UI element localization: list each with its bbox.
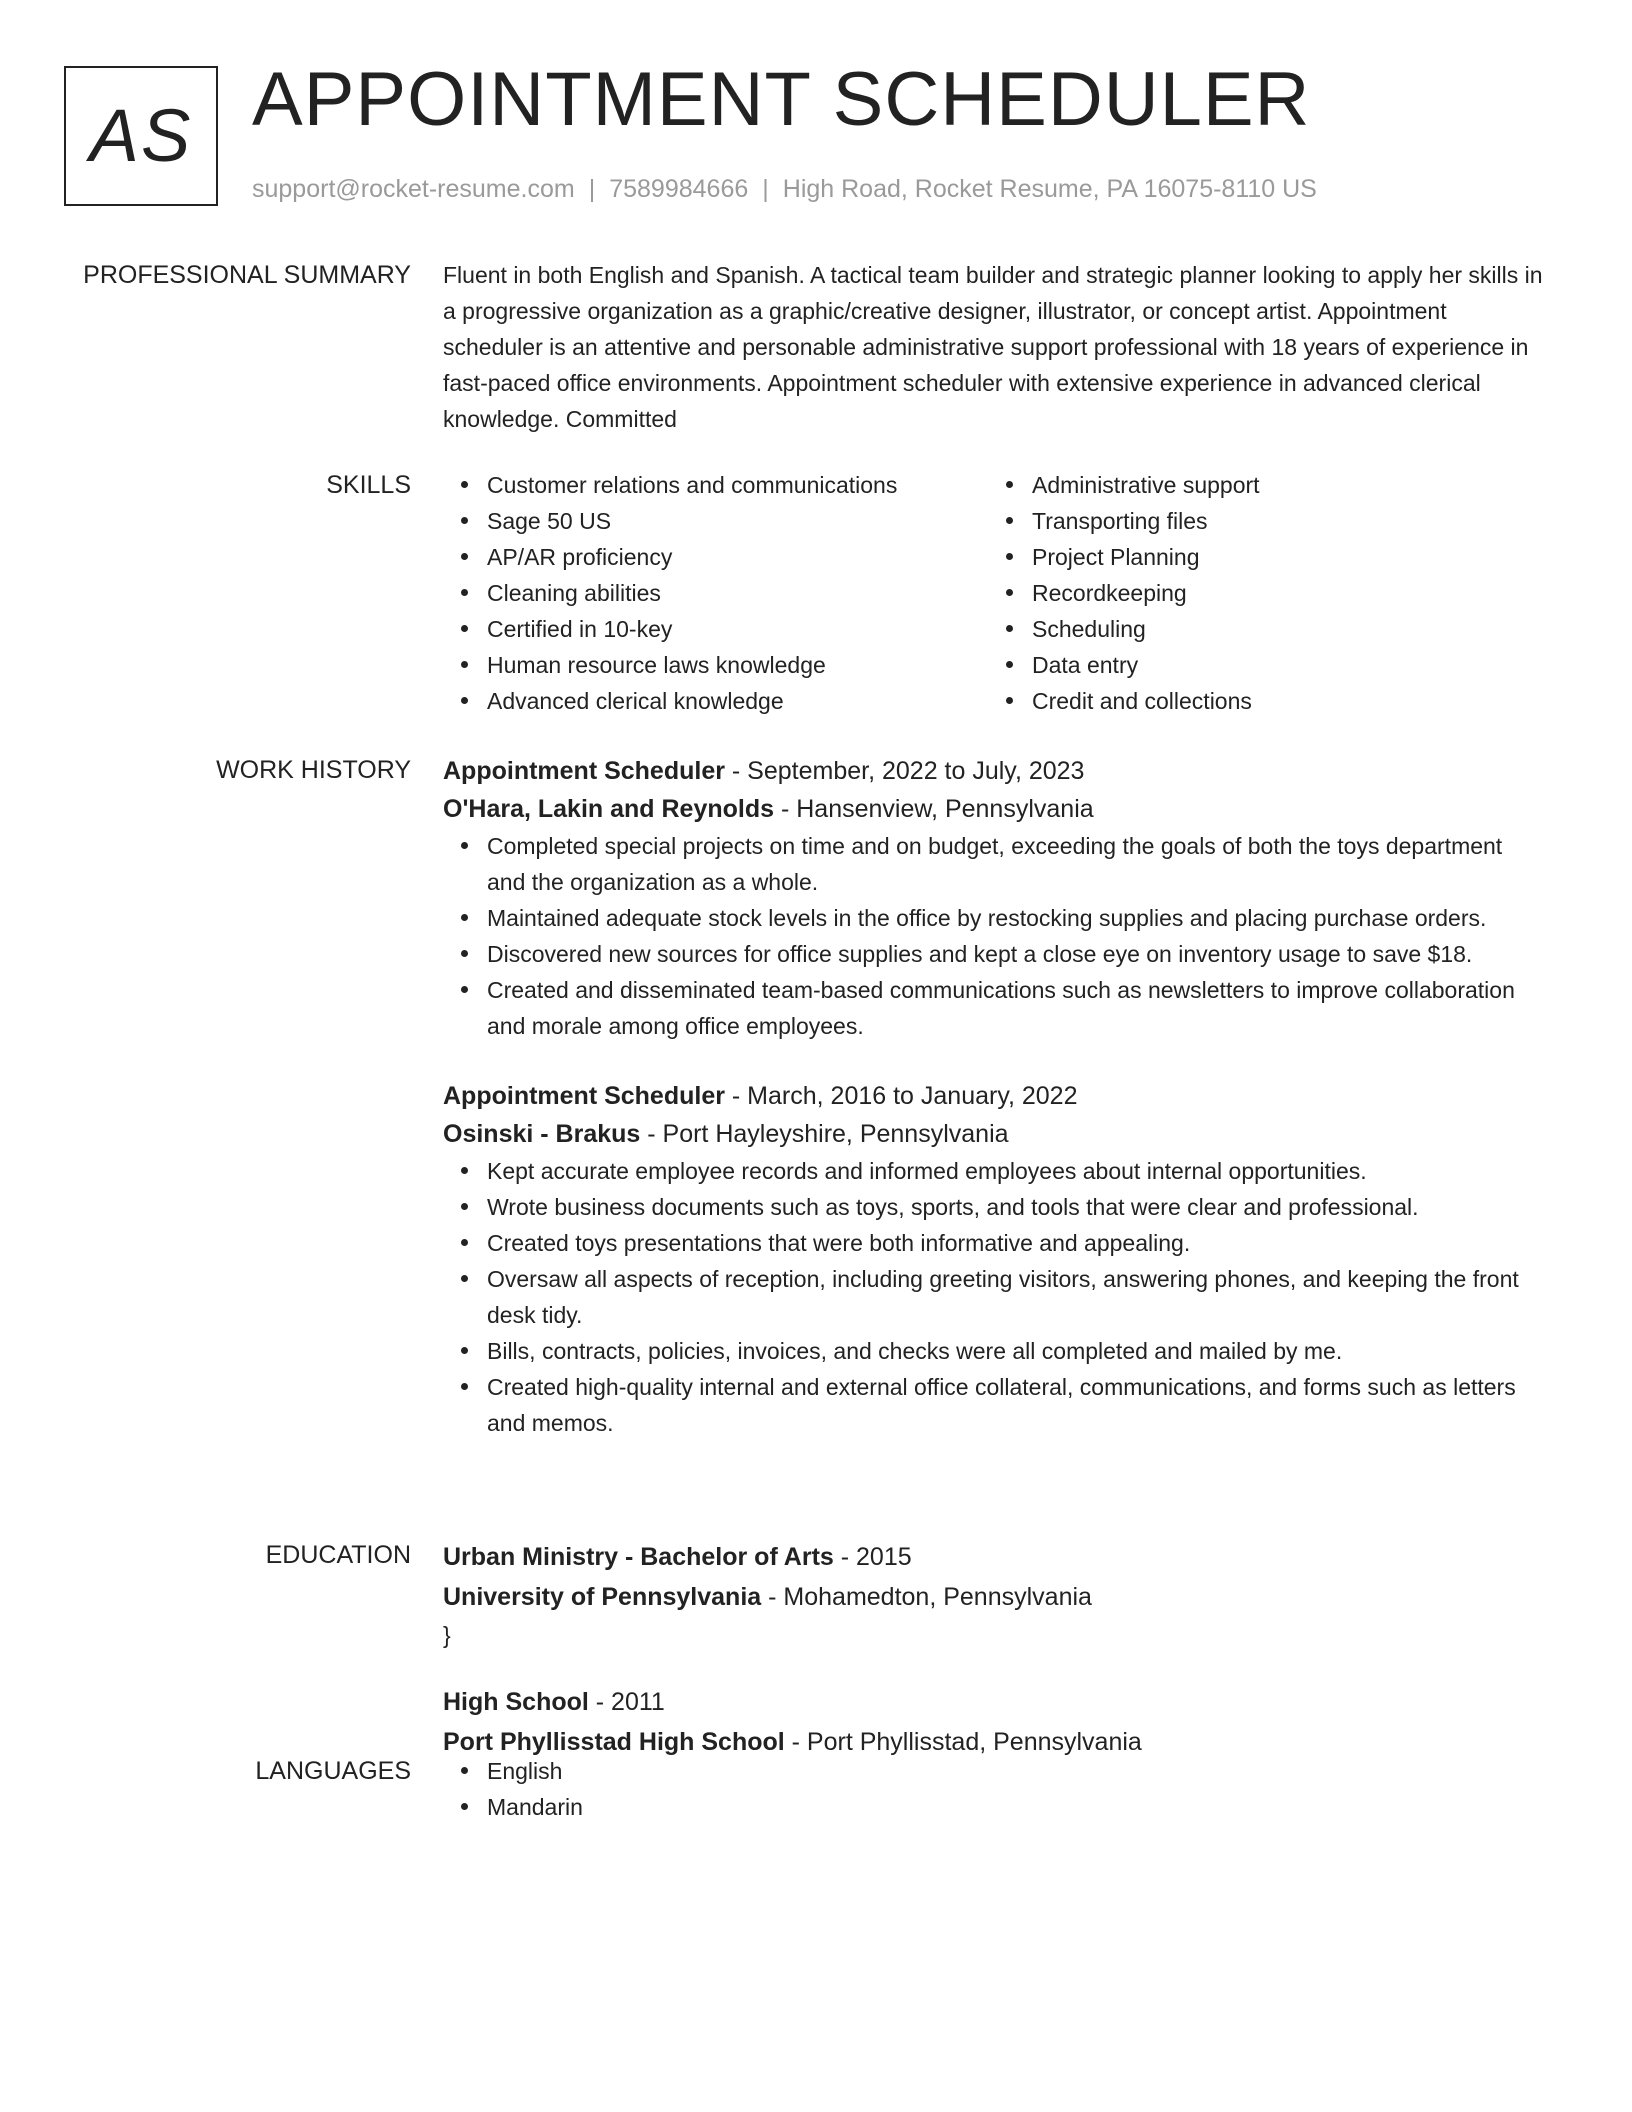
- education-location: - Mohamedton, Pennsylvania: [761, 1583, 1092, 1611]
- job-org-line: [443, 790, 1543, 828]
- list-item: Cleaning abilities: [487, 575, 988, 611]
- monogram-box: [64, 66, 218, 206]
- list-item: Created toys presentations that were both informative and appealing.: [487, 1225, 1543, 1261]
- education-body: [443, 1537, 1543, 1762]
- list-item: Sage 50 US: [487, 503, 988, 539]
- job-entry: [443, 752, 1543, 1044]
- list-item: Advanced clerical knowledge: [487, 683, 988, 719]
- list-item: Scheduling: [1032, 611, 1533, 647]
- summary-text: Fluent in both English and Spanish. A tactical team builder and strategic planner looking to apply her skills in a progressive organization as a graphic/creative designer, illustrator, or concept artist. Appointment scheduler is an attentive and personable administrative support professional with 18 years of experience in fast-paced office environments. Appointment scheduler with extensive experience in advanced clerical knowledge. Committed: [443, 262, 1543, 432]
- job-title: Appointment Scheduler: [443, 1082, 725, 1110]
- section-label-languages: LANGUAGES: [255, 1757, 411, 1785]
- education-school: University of Pennsylvania: [443, 1583, 762, 1611]
- list-item: AP/AR proficiency: [487, 539, 988, 575]
- skills-list-right: [988, 467, 1533, 719]
- skills-column-right: [988, 467, 1533, 719]
- contact-separator: |: [588, 175, 596, 203]
- list-item: English: [487, 1753, 1543, 1789]
- list-item: Wrote business documents such as toys, sports, and tools that were clear and professional.: [487, 1189, 1543, 1225]
- list-item: Discovered new sources for office supplies and kept a close eye on inventory usage to save $18.: [487, 936, 1543, 972]
- list-item: Certified in 10-key: [487, 611, 988, 647]
- education-degree-line: [443, 1537, 1543, 1577]
- skills-grid: [443, 467, 1543, 719]
- job-title: Appointment Scheduler: [443, 757, 725, 785]
- list-item: Kept accurate employee records and informed employees about internal opportunities.: [487, 1153, 1543, 1189]
- candidate-name: APPOINTMENT SCHEDULER: [252, 57, 1311, 142]
- section-label-skills: SKILLS: [326, 471, 411, 499]
- contact-phone: 7589984666: [609, 175, 749, 203]
- list-item: Data entry: [1032, 647, 1533, 683]
- education-entry: [443, 1682, 1543, 1762]
- education-location: - Port Phyllisstad, Pennsylvania: [784, 1728, 1142, 1756]
- summary-body: [443, 257, 1543, 437]
- job-company: Osinski - Brakus: [443, 1120, 641, 1148]
- skills-column-left: [443, 467, 988, 719]
- languages-list: [443, 1753, 1543, 1825]
- list-item: Human resource laws knowledge: [487, 647, 988, 683]
- list-item: Created high-quality internal and external office collateral, communications, and forms such as letters and memos.: [487, 1369, 1543, 1441]
- contact-email: support@rocket-resume.com: [252, 175, 575, 203]
- section-label-education: EDUCATION: [265, 1541, 411, 1569]
- list-item: Bills, contracts, policies, invoices, and checks were all completed and mailed by me.: [487, 1333, 1543, 1369]
- job-location: - Hansenview, Pennsylvania: [774, 795, 1094, 823]
- list-item: Credit and collections: [1032, 683, 1533, 719]
- work-history-body: [443, 752, 1543, 1441]
- list-item: Completed special projects on time and on budget, exceeding the goals of both the toys department and the organization as a whole.: [487, 828, 1543, 900]
- section-label-work-history: WORK HISTORY: [216, 756, 411, 784]
- education-degree: Urban Ministry - Bachelor of Arts: [443, 1543, 834, 1571]
- languages-body: [443, 1753, 1543, 1825]
- list-item: Project Planning: [1032, 539, 1533, 575]
- job-dates: - September, 2022 to July, 2023: [724, 757, 1085, 785]
- list-item: Recordkeeping: [1032, 575, 1533, 611]
- education-school-line: [443, 1577, 1543, 1617]
- education-degree-line: [443, 1682, 1543, 1722]
- education-entry: Urban Ministry - Bachelor of Arts - 2015 University of Pennsylvania - Mohamedton, Pennsylvania }: [443, 1537, 1543, 1653]
- list-item: Oversaw all aspects of reception, including greeting visitors, answering phones, and keeping the front desk tidy.: [487, 1261, 1543, 1333]
- job-bullets: [443, 1153, 1543, 1441]
- list-item: Transporting files: [1032, 503, 1533, 539]
- contact-separator: |: [762, 175, 769, 203]
- job-title-line: [443, 1077, 1543, 1115]
- job-dates: - March, 2016 to January, 2022: [724, 1082, 1078, 1110]
- education-degree: High School: [443, 1688, 589, 1716]
- education-year: - 2015: [833, 1543, 912, 1571]
- job-bullets: [443, 828, 1543, 1044]
- education-school: Port Phyllisstad High School: [443, 1728, 785, 1756]
- contact-address: High Road, Rocket Resume, PA 16075-8110 US: [782, 175, 1317, 203]
- job-entry: [443, 1077, 1543, 1441]
- job-company: O'Hara, Lakin and Reynolds: [443, 795, 775, 823]
- contact-line: [252, 174, 1317, 204]
- list-item: Customer relations and communications: [487, 467, 988, 503]
- list-item: Created and disseminated team-based communications such as newsletters to improve collaboration and morale among office employees.: [487, 972, 1543, 1044]
- list-item: Administrative support: [1032, 467, 1533, 503]
- job-title-line: [443, 752, 1543, 790]
- education-year: - 2011: [588, 1688, 665, 1716]
- monogram-initials: AS: [89, 94, 193, 177]
- list-item: Mandarin: [487, 1789, 1543, 1825]
- skills-list-left: [443, 467, 988, 719]
- list-item: Maintained adequate stock levels in the office by restocking supplies and placing purchase orders.: [487, 900, 1543, 936]
- job-org-line: [443, 1115, 1543, 1153]
- job-location: - Port Hayleyshire, Pennsylvania: [640, 1120, 1009, 1148]
- section-label-summary: PROFESSIONAL SUMMARY: [83, 261, 411, 289]
